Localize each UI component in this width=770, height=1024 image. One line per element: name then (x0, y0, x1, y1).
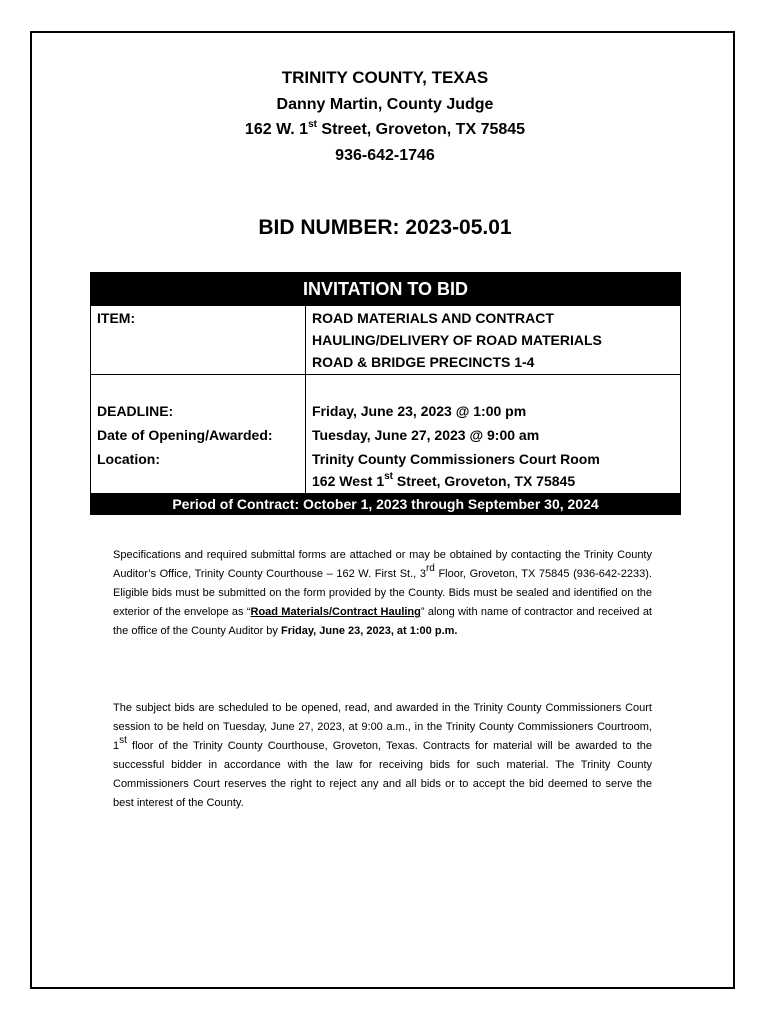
county-address: 162 W. 1st Street, Groveton, TX 75845 (244, 118, 526, 138)
item-value (306, 306, 681, 375)
county-phone: 936-642-1746 (335, 147, 435, 164)
item-line: HAULING/DELIVERY OF ROAD MATERIALS (312, 332, 602, 348)
blank-cell (91, 375, 306, 400)
contract-period: Period of Contract: October 1, 2023 through September 30, 2024 (91, 494, 681, 515)
specifications-paragraph: Specifications and required submittal forms are attached or may be obtained by contacting the Trinity County Auditor’s Office, Trinity County Courthouse – 162 W. First St., 3rd Floor, Groveton, TX 75845 (936-642-2233). Eligible bids must be submitted on the form provided by the County. Bids must be sealed and identified on the exterior of the envelope as “Road Materials/Contract Hauling” along with name of contractor and received at the office of the County Auditor by Friday, June 23, 2023, at 1:00 p.m. (113, 549, 652, 637)
location-line: Trinity County Commissioners Court Room (312, 451, 600, 467)
bid-number: BID NUMBER: 2023-05.01 (258, 216, 512, 239)
location-label: Location: (91, 447, 306, 494)
invitation-table (90, 272, 681, 515)
deadline-label: DEADLINE: (91, 399, 306, 423)
table-title: INVITATION TO BID (91, 273, 681, 306)
item-line: ROAD & BRIDGE PRECINCTS 1-4 (312, 354, 535, 370)
item-label: ITEM: (91, 306, 306, 375)
county-title: TRINITY COUNTY, TEXAS (281, 68, 489, 87)
opening-value: Tuesday, June 27, 2023 @ 9:00 am (306, 423, 681, 447)
location-line: 162 West 1st Street, Groveton, TX 75845 (312, 471, 576, 489)
opening-label: Date of Opening/Awarded: (91, 423, 306, 447)
location-value (306, 447, 681, 494)
item-line: ROAD MATERIALS AND CONTRACT (312, 310, 554, 326)
opening-paragraph: The subject bids are scheduled to be opened, read, and awarded in the Trinity County Commissioners Court session to be held on Tuesday, June 27, 2023, at 9:00 a.m., in the Trinity County Commissioners Courtroom, 1st floor of the Trinity County Courthouse, Groveton, Texas. Contracts for material will be awarded to the successful bidder in accordance with the law for receiving bids for such material. The Trinity County Commissioners Court reserves the right to reject any and all bids or to accept the bid deemed to serve the best interest of the County. (113, 702, 652, 809)
county-judge: Danny Martin, County Judge (276, 96, 494, 113)
deadline-value: Friday, June 23, 2023 @ 1:00 pm (306, 399, 681, 423)
blank-cell (306, 375, 681, 400)
